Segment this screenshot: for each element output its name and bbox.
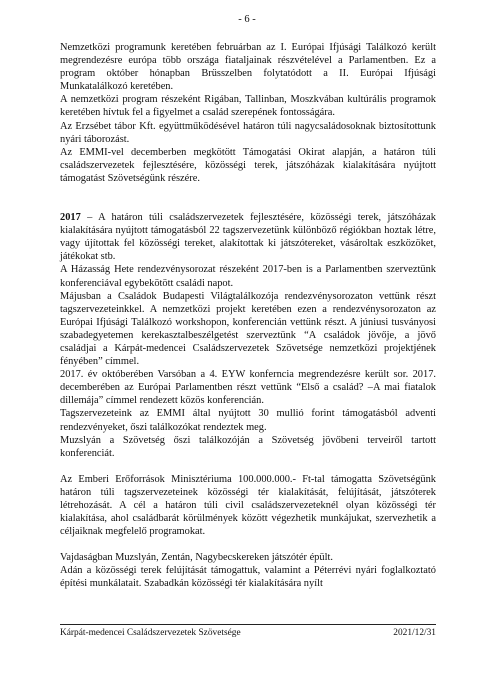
section-spacer [60, 185, 436, 211]
footer-date: 2021/12/31 [393, 628, 436, 638]
footer-organization: Kárpát-medencei Családszervezetek Szövetsége [60, 628, 241, 638]
paragraph-erzsebet-camp: Az Erzsébet tábor Kft. együttműködésével határon túli nagycsaládosoknak biztosítottunk nyári táborozást. [60, 120, 436, 145]
paragraph-eyw-conference: 2017. év októberében Varsóban a 4. EYW konfernciа megrendezésre került sor. 2017. decemberében az Európai Parlamentben részt vettünk “Első a család? –A mai fiatalok dillemája” címmel rendezett közös konferencián. [60, 369, 436, 407]
paragraph-2017-summary [60, 211, 436, 263]
paragraph-vojvodina-playgrounds: Vajdaságban Muzslyán, Zentán, Nagybecskereken játszótér épült. [60, 552, 333, 564]
document-body [60, 41, 436, 591]
year-heading: 2017 [60, 212, 81, 224]
section-spacer [60, 538, 436, 551]
year-summary-text: – A határon túli családszervezetek fejlesztésére, közösségi terek, játszóházak kialakítására nyújtott támogatásból 22 tagszervezetünk különböző régiókban hoztak létre, vagy újítottak fel közösségi tereket, alakítottak ki játszótereket, vásároltak eszközöket, játékokat stb. [60, 212, 436, 263]
paragraph-emmi-grant: Az EMMI-vel decemberben megkötött Támogatási Okirat alapján, a határon túli családszervezetek fejlesztésére, közösségi terek, játszóházak kialakítására nyújtott támogatást Szövetségünk részére. [60, 146, 436, 184]
paragraph-world-meeting: Májusban a Családok Budapesti Világtalálkozója rendezvénysorozaton vettünk részt tagszervezeteinkkel. A nemzetközi projekt keretében ezen a rendezvénysorozaton az Európai Ifjúsági Találkozó workshopon, konferencián vettünk részt. A júniusi tusványosi szabadegyetemen kerekasztalbeszélgetést szerveztünk “A családok jövője, a jövő családjai a Kárpát-medencei Családszervezetek Szövetsége nemzetközi projektjének fényében” címmel. [60, 290, 436, 368]
paragraph-ada-renovation: Adán a közösségi terek felújítását támogattuk, valamint a Péterrévi nyári foglalkoztató építési munkálatait. Szabadkán közösségi tér kialakítására nyílt [60, 565, 436, 590]
paragraph-advent-events: Tagszervezeteink az EMMI által nyújtott 30 mullió forint támogatásból adventi rendezvényeket, őszi találkozókat rendeztek meg. [60, 408, 436, 433]
paragraph-european-youth-meeting: Nemzetközi programunk keretében februárban az I. Európai Ifjúsági Találkozó került megrendezésre európa több országa fiataljainak részvételével a Parlamentben. Ez a program október hónapban Brüsszelben folytatódott a II. Európai Ifjúsági Munkatalálkozó keretében. [60, 42, 436, 93]
paragraph-autumn-meeting: Muzslyán a Szövetség őszi találkozóján a Szövetség jövőbeni terveiről tartott konferenciát. [60, 434, 436, 459]
paragraph-cultural-programs: A nemzetközi program részeként Rigában, Tallinban, Moszkvában kultúrális programok keretében hívtuk fel a figyelmet a család szerepének fontosságára. [60, 94, 436, 119]
section-spacer [60, 460, 436, 473]
paragraph-marriage-week: A Házasság Hete rendezvénysorozat részeként 2017-ben is a Parlamentben szerveztünk konferenciával egybekötött családi napot. [60, 264, 436, 289]
footer-divider [60, 624, 436, 625]
page-number: - 6 - [238, 14, 256, 25]
paragraph-ministry-support: Az Emberi Erőforrások Minisztériuma 100.000.000.- Ft-tal támogatta Szövetségünk határon túli tagszervezeteinek közösségi tér kialakítását, felújítását, játszóterek létrehozását. A cél a határon túli civil családszervezeteknél olyan közösségi tér kialakítása, ahol családbarát körülmények között végezhetik munkájukat, szervezhetik a céljaiknak megfelelő programokat. [60, 473, 436, 538]
